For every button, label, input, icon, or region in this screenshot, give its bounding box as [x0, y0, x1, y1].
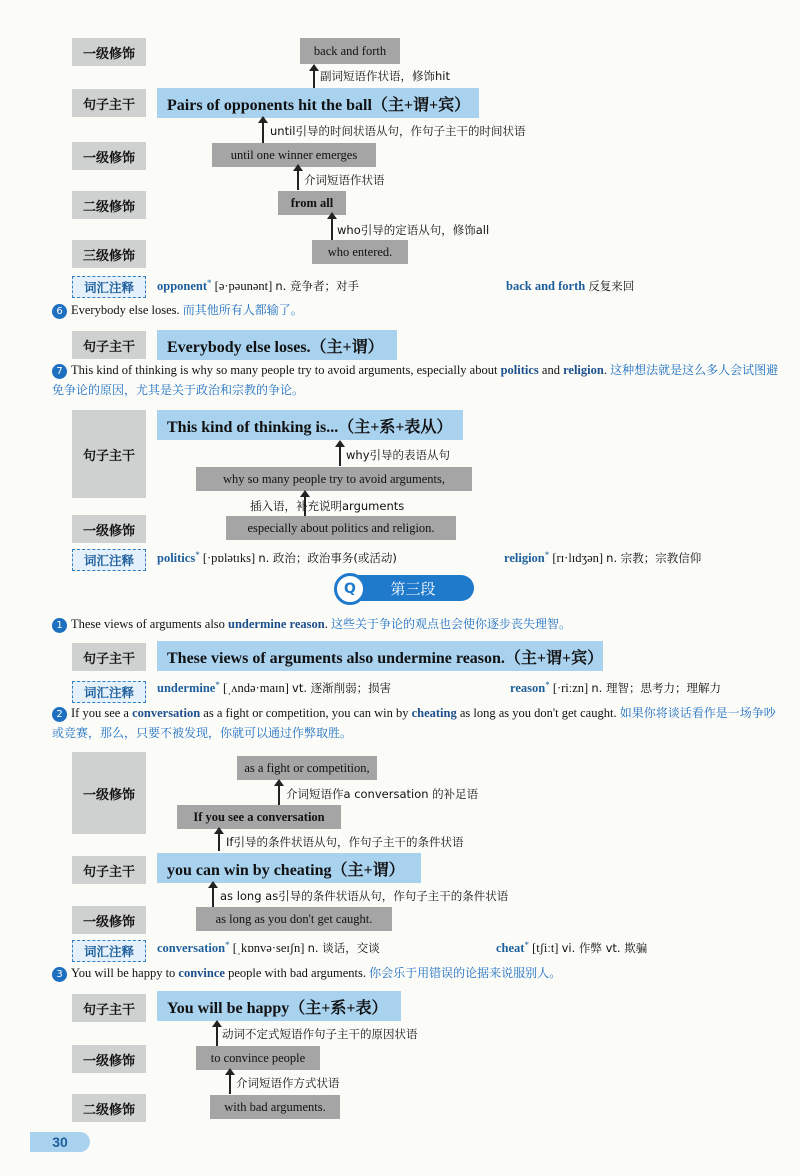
arrow-5: [339, 446, 341, 466]
note-adverb: 副词短语作状语，修饰hit: [320, 69, 450, 83]
label-level1-a: 一级修饰: [72, 38, 146, 66]
mod-as-fight: as a fight or competition,: [237, 756, 377, 780]
label-main-b: 句子主干: [72, 331, 146, 359]
note-as: 介词短语作a conversation 的补足语: [286, 787, 479, 801]
vocab-label-b: 词汇注释: [72, 549, 146, 571]
mod-back-and-forth: back and forth: [300, 38, 400, 64]
arrow-7: [278, 785, 280, 805]
vocab-cheat: cheat* [tʃiːt] vi. 作弊 vt. 欺骗: [496, 940, 648, 955]
mod-until: until one winner emerges: [212, 143, 376, 167]
vocab-religion: religion* [rɪ·lɪdʒən] n. 宗教；宗教信仰: [504, 550, 702, 565]
arrow-4: [331, 218, 333, 240]
note-from: 介词短语作状语: [304, 173, 385, 187]
label-main-d: 句子主干: [72, 643, 146, 671]
note-until: until引导的时间状语从句，作句子主干的时间状语: [270, 124, 526, 138]
vocab-back-and-forth: back and forth 反复来回: [506, 279, 635, 293]
label-main-a: 句子主干: [72, 89, 146, 117]
mod-who: who entered.: [312, 240, 408, 264]
mod-from-all: from all: [278, 191, 346, 215]
vocab-reason: reason* [·riːzn] n. 理智；思考力；理解力: [510, 680, 721, 695]
p3-sentence-3: 3 You will be happy to convince people with bad arguments. 你会乐于用错误的论据来说服别人。: [52, 963, 782, 983]
clause-to: to convince people: [196, 1046, 320, 1070]
main-clause-thinking: This kind of thinking is...（主+系+表从）: [157, 410, 463, 440]
arrow-10: [216, 1026, 218, 1046]
vocab-undermine: undermine* [ˌʌndə·maɪn] vt. 逐渐削弱；损害: [157, 680, 392, 695]
label-main-e: 句子主干: [72, 856, 146, 884]
label-level2-b: 二级修饰: [72, 1094, 146, 1122]
label-level1-f: 一级修饰: [72, 1045, 146, 1073]
arrow-9: [212, 887, 214, 907]
vocab-label-a: 词汇注释: [72, 276, 146, 298]
label-main-f: 句子主干: [72, 994, 146, 1022]
note-if: If引导的条件状语从句，作句子主干的条件状语: [226, 835, 464, 849]
main-clause-views: These views of arguments also undermine reason.（主+谓+宾）: [157, 641, 603, 671]
label-level1-d: 一级修饰: [72, 752, 146, 834]
label-main-c: 句子主干: [72, 410, 146, 498]
magnifier-icon: Q: [334, 573, 366, 605]
note-who: who引导的定语从句，修饰all: [337, 223, 490, 237]
section-header: [338, 575, 474, 601]
sentence-7: 7 This kind of thinking is why so many people try to avoid arguments, especially about politics and religion. 这种想法就是这么多人会试图避免争论的原因，尤其是关于政治和宗教的争论。: [52, 363, 779, 397]
vocab-conversation: conversation* [ˌkɒnvə·seɪʃn] n. 谈话，交谈: [157, 940, 380, 955]
arrow-8: [218, 833, 220, 851]
label-level2-a: 二级修饰: [72, 191, 146, 219]
note-insert: 插入语，补充说明arguments: [250, 499, 405, 513]
vocab-label-d: 词汇注释: [72, 940, 146, 962]
mod-especially: especially about politics and religion.: [226, 516, 456, 540]
sentence-6: 6 Everybody else loses. 而其他所有人都输了。: [52, 300, 782, 320]
vocab-label-c: 词汇注释: [72, 681, 146, 703]
label-level3-a: 三级修饰: [72, 240, 146, 268]
clause-why: why so many people try to avoid arguments,: [196, 467, 472, 491]
page-number: 30: [30, 1132, 90, 1152]
clause-if: If you see a conversation: [177, 805, 341, 829]
main-clause-win: you can win by cheating（主+谓）: [157, 853, 421, 883]
note-why: why引导的表语从句: [346, 448, 450, 462]
vocab-opponent: opponent* [ə·pəunənt] n. 竞争者；对手: [157, 278, 359, 293]
p3-sentence-2: 2 If you see a conversation as a fight or competition, you can win by cheating as long as you don't get caught. 如果你将谈话看作是一场争吵或竞赛，那么，只要不被发现，你就可以通过作弊取胜。: [52, 706, 776, 740]
clause-with: with bad arguments.: [210, 1095, 340, 1119]
section-title: 第三段: [390, 579, 436, 598]
label-level1-c: 一级修饰: [72, 515, 146, 543]
vocab-politics: politics* [·pɒlətɪks] n. 政治；政治事务(或活动): [157, 550, 397, 565]
note-with: 介词短语作方式状语: [236, 1076, 340, 1090]
arrow-11: [229, 1074, 231, 1094]
main-clause-pairs: Pairs of opponents hit the ball（主+谓+宾）: [157, 88, 479, 118]
p3-sentence-1: 1 These views of arguments also undermine reason. 这些关于争论的观点也会使你逐步丧失理智。: [52, 614, 782, 634]
arrow-1: [313, 70, 315, 88]
main-clause-everybody: Everybody else loses.（主+谓）: [157, 330, 397, 360]
label-level1-b: 一级修饰: [72, 142, 146, 170]
main-clause-happy: You will be happy（主+系+表）: [157, 991, 401, 1021]
label-level1-e: 一级修饰: [72, 906, 146, 934]
note-aslong: as long as引导的条件状语从句，作句子主干的条件状语: [220, 889, 509, 903]
note-to: 动词不定式短语作句子主干的原因状语: [222, 1027, 418, 1041]
clause-aslong: as long as you don't get caught.: [196, 907, 392, 931]
arrow-3: [297, 170, 299, 190]
